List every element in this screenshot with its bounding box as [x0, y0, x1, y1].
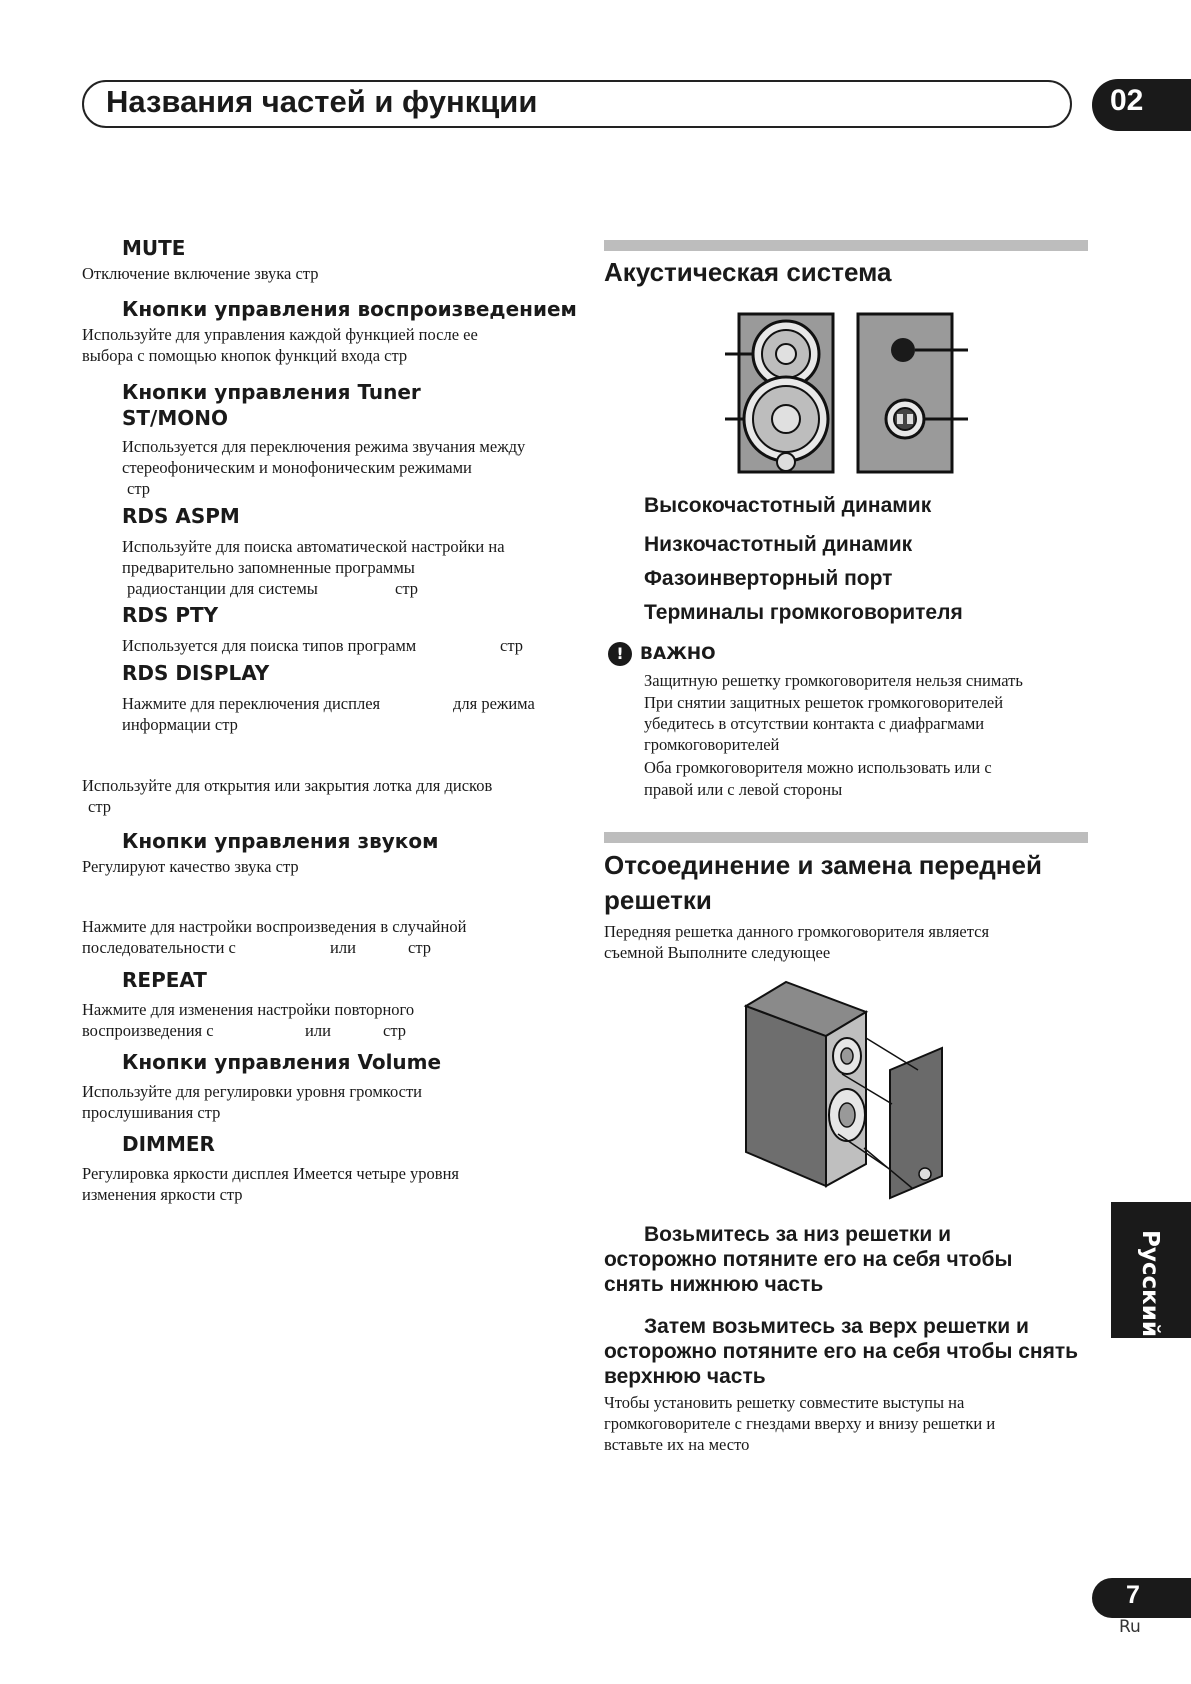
random-text-2a: последовательности с: [82, 938, 236, 957]
mute-text: Отключение включение звука стр: [82, 264, 319, 283]
part-bass-reflex-port: Фазоинверторный порт: [644, 567, 893, 590]
tuner-text-3: стр: [127, 479, 150, 498]
volume-text-1: Используйте для регулировки уровня громкости: [82, 1082, 422, 1101]
playback-text-2: выбора с помощью кнопок функций входа стр: [82, 346, 408, 365]
volume-heading: Кнопки управления Volume: [122, 1050, 442, 1074]
language-tab-label: Русский: [1137, 1230, 1163, 1337]
repeat-text-2a: воспроизведения с: [82, 1021, 214, 1040]
rds-aspm-text-3: радиостанции для системы: [127, 579, 318, 598]
important-label: ВАЖНО: [640, 644, 716, 664]
random-text-2c: стр: [408, 938, 431, 957]
sound-heading: Кнопки управления звуком: [122, 829, 439, 853]
repeat-text-2c: стр: [383, 1021, 406, 1040]
open-close-text-2: стр: [88, 797, 111, 816]
dimmer-heading: DIMMER: [122, 1132, 215, 1156]
part-tweeter: Высокочастотный динамик: [644, 494, 932, 517]
random-text-1: Нажмите для настройки воспроизведения в случайной: [82, 917, 467, 936]
playback-heading: Кнопки управления воспроизведением: [122, 297, 577, 321]
important-note-6: правой или с левой стороны: [644, 780, 843, 799]
important-note-4: громкоговорителей: [644, 735, 780, 754]
reinstall-text-3: вставьте их на место: [604, 1435, 750, 1454]
open-close-text-1: Используйте для открытия или закрытия лотка для дисков: [82, 776, 493, 795]
repeat-text-2b: или: [305, 1021, 331, 1040]
rds-display-heading: RDS DISPLAY: [122, 661, 270, 685]
important-note-5: Оба громкоговорителя можно использовать или с: [644, 758, 992, 777]
repeat-text-1: Нажмите для изменения настройки повторного: [82, 1000, 415, 1019]
part-speaker-terminals: Терминалы громкоговорителя: [644, 601, 963, 624]
warning-icon: !: [608, 642, 632, 666]
page-number-badge: [1092, 1578, 1191, 1618]
grille-intro-1: Передняя решетка данного громкоговорителя является: [604, 922, 990, 941]
rds-display-text-1b: для режима: [453, 694, 535, 713]
rds-aspm-text-1: Используйте для поиска автоматической настройки на: [122, 537, 505, 556]
step2-line1: Затем возьмитесь за верх решетки и: [644, 1315, 1029, 1338]
rds-display-text-2: информации стр: [122, 715, 238, 734]
stmono-heading: ST/MONO: [122, 406, 228, 430]
rds-pty-text: Используется для поиска типов программ: [122, 636, 417, 655]
rds-display-text-1a: Нажмите для переключения дисплея: [122, 694, 381, 713]
chapter-number: 02: [1110, 84, 1144, 117]
tuner-text-2: стереофоническим и монофоническим режимами: [122, 458, 472, 477]
grille-intro-2: съемной Выполните следующее: [604, 943, 831, 962]
step2-line2: осторожно потяните его на себя чтобы снять: [604, 1340, 1079, 1363]
important-note-1: Защитную решетку громкоговорителя нельзя снимать: [644, 671, 1023, 690]
rds-aspm-heading: RDS ASPM: [122, 504, 240, 528]
step1-line1: Возьмитесь за низ решетки и: [644, 1223, 952, 1246]
sound-text: Регулируют качество звука стр: [82, 857, 299, 876]
rds-aspm-text-2: предварительно запомненные программы: [122, 558, 415, 577]
acoustic-section-title: Акустическая система: [604, 257, 892, 287]
tuner-heading: Кнопки управления Tuner: [122, 380, 421, 404]
step1-line2: осторожно потяните его на себя чтобы: [604, 1248, 1013, 1271]
rds-pty-heading: RDS PTY: [122, 603, 219, 627]
page-language-code: Ru: [1119, 1617, 1141, 1637]
random-text-2b: или: [330, 938, 356, 957]
tuner-text-1: Используется для переключения режима звучания между: [122, 437, 526, 456]
mute-heading: MUTE: [122, 236, 186, 260]
important-note-2: При снятии защитных решеток громкоговорителей: [644, 693, 1004, 712]
part-woofer: Низкочастотный динамик: [644, 533, 913, 556]
section-divider-grille: [604, 832, 1088, 843]
speaker-parts-diagram: [720, 312, 970, 474]
playback-text-1: Используйте для управления каждой функцией после ее: [82, 325, 478, 344]
important-note-3: убедитесь в отсутствии контакта с диафрагмами: [644, 714, 985, 733]
rds-pty-page: стр: [500, 636, 523, 655]
dimmer-text-2: изменения яркости стр: [82, 1185, 243, 1204]
page-title: Названия частей и функции: [106, 84, 538, 119]
reinstall-text-2: громкоговорителе с гнездами вверху и внизу решетки и: [604, 1414, 996, 1433]
grille-removal-illustration: [742, 978, 948, 1200]
step1-line3: снять нижнюю часть: [604, 1273, 824, 1296]
step2-line3: верхнюю часть: [604, 1365, 766, 1388]
repeat-heading: REPEAT: [122, 968, 207, 992]
dimmer-text-1: Регулировка яркости дисплея Имеется четыре уровня: [82, 1164, 459, 1183]
grille-section-title-2: решетки: [604, 885, 712, 915]
reinstall-text-1: Чтобы установить решетку совместите выступы на: [604, 1393, 965, 1412]
grille-section-title-1: Отсоединение и замена передней: [604, 850, 1042, 880]
page-number: 7: [1126, 1581, 1140, 1609]
volume-text-2: прослушивания стр: [82, 1103, 221, 1122]
rds-aspm-page: стр: [395, 579, 418, 598]
section-divider-acoustic: [604, 240, 1088, 251]
